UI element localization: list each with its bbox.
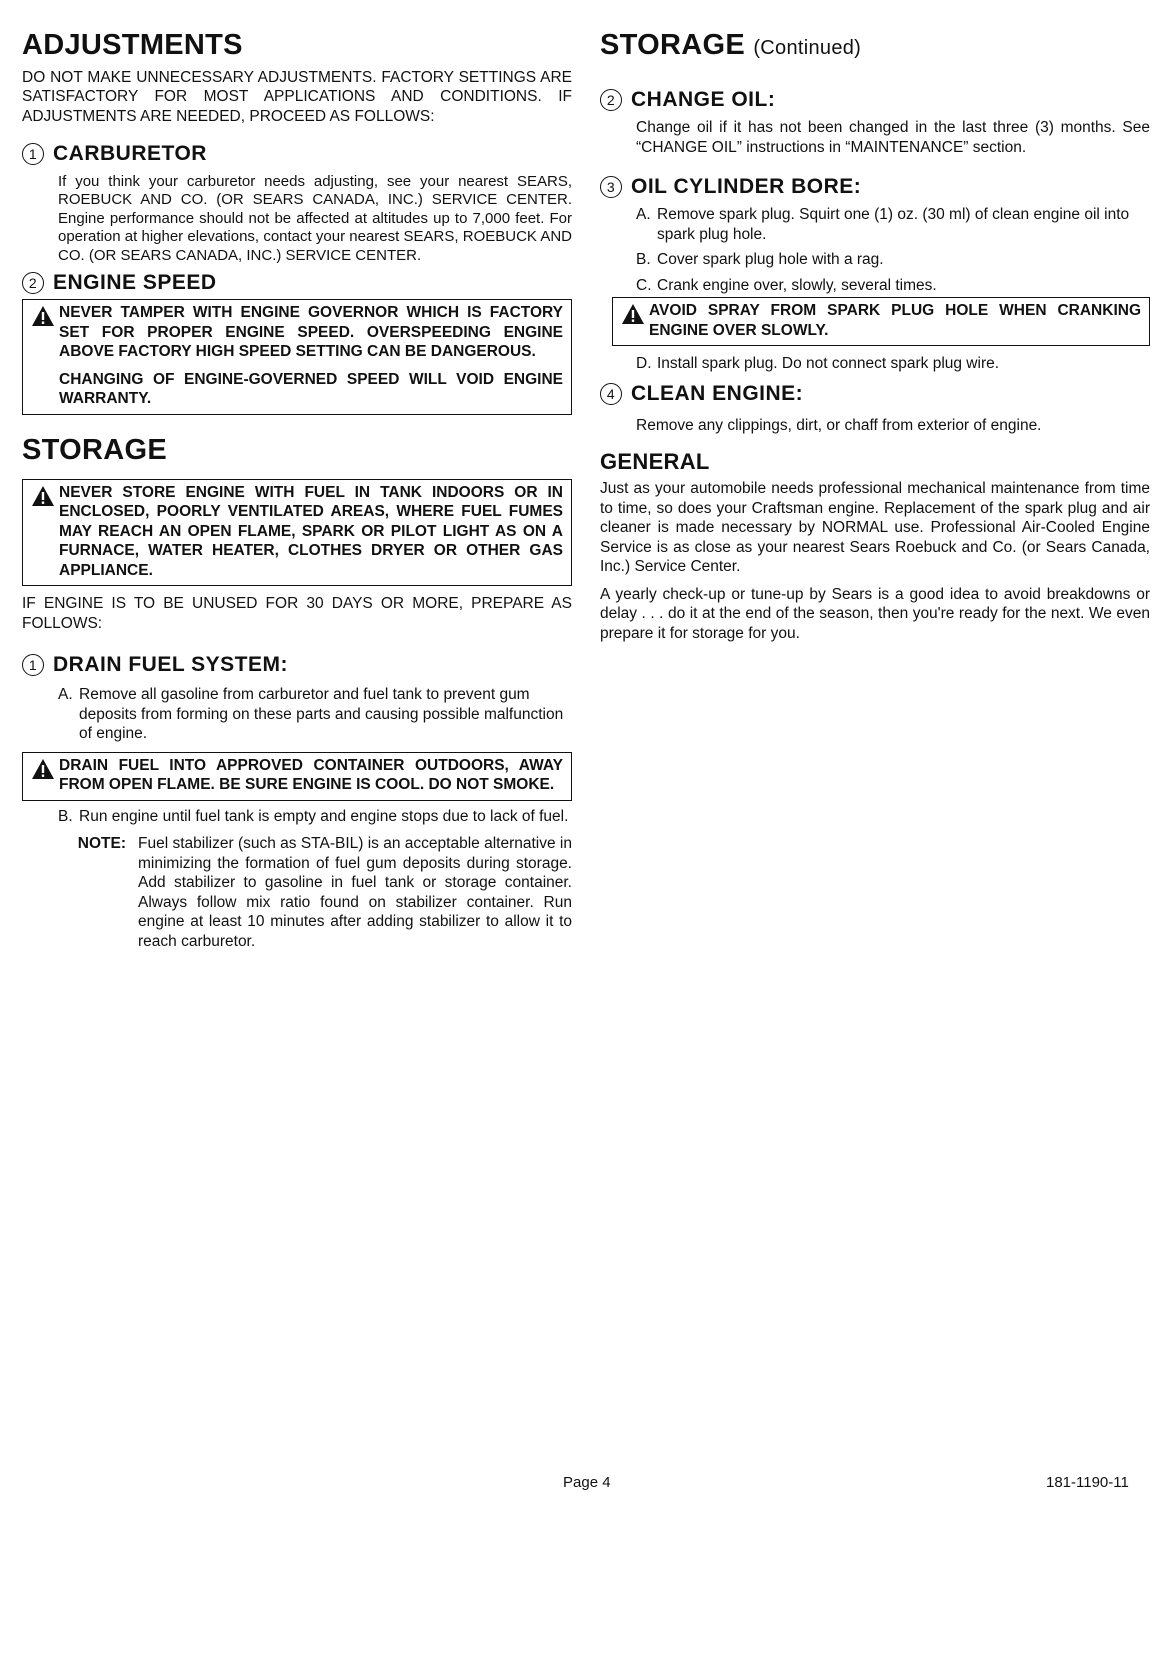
step-number: 2 bbox=[600, 89, 622, 111]
storage-warning-text: NEVER STORE ENGINE WITH FUEL IN TANK INDOORS OR IN ENCLOSED, POORLY VENTILATED AREAS, WHERE FUEL FUMES MAY REACH AN OPEN FLAME, SPARK OR PILOT LIGHT AS ON A FURNACE, WATER HEATER, CLOTHES DRYER OR OTHER GAS APPLIANCE. bbox=[59, 483, 563, 579]
spray-warning-text: AVOID SPRAY FROM SPARK PLUG HOLE WHEN CRANKING ENGINE OVER SLOWLY. bbox=[649, 302, 1141, 339]
warning-triangle-icon bbox=[31, 305, 55, 327]
carburetor-text: If you think your carburetor needs adjusting, see your nearest SEARS, ROEBUCK AND CO. (OR SEARS CANADA, INC.) SERVICE CENTER. Engine performance should not be affected at altitudes up to 7,000 feet. For operation at higher elevations, contact your nearest SEARS, ROEBUCK AND CO. (OR SEARS CANADA, INC.) SERVICE CENTER. bbox=[58, 172, 572, 264]
carburetor-title: CARBURETOR bbox=[53, 142, 207, 166]
step-label: A. bbox=[58, 686, 73, 704]
adjustments-intro: DO NOT MAKE UNNECESSARY ADJUSTMENTS. FACTORY SETTINGS ARE SATISFACTORY FOR MOST APPLICATIONS AND CONDITIONS. IF ADJUSTMENTS ARE NEEDED, PROCEED AS FOLLOWS: bbox=[22, 68, 572, 125]
clean-engine-text: Remove any clippings, dirt, or chaff from exterior of engine. bbox=[636, 416, 1042, 434]
engine-speed-warning-text: NEVER TAMPER WITH ENGINE GOVERNOR WHICH IS FACTORY SET FOR PROPER ENGINE SPEED. OVERSPEEDING ENGINE ABOVE FACTORY HIGH SPEED SETTING CAN BE DANGEROUS. bbox=[59, 304, 563, 361]
step-text: Remove all gasoline from carburetor and fuel tank to prevent gum deposits from forming on these parts and causing possible malfunction of engine. bbox=[79, 686, 564, 743]
step-text: Install spark plug. Do not connect spark plug wire. bbox=[657, 355, 1000, 373]
general-title: GENERAL bbox=[600, 449, 710, 475]
change-oil-text: Change oil if it has not been changed in the last three (3) months. See “CHANGE OIL” instructions in “MAINTENANCE” section. bbox=[636, 119, 1150, 156]
note-label: NOTE: bbox=[77, 835, 126, 853]
clean-engine-heading bbox=[600, 382, 1150, 406]
step-label: C. bbox=[636, 276, 652, 294]
oil-step-d bbox=[600, 354, 1150, 374]
step-label: B. bbox=[58, 807, 73, 825]
left-column bbox=[22, 30, 572, 951]
drain-step-a bbox=[22, 685, 572, 744]
general-paragraph-1: Just as your automobile needs professional mechanical maintenance from time to time, so does your Craftsman engine. Replacement of the spark plug and air cleaner is made necessary by NORMAL use. Professional Air-Cooled Engine Service is as close as your nearest Sears Roebuck and Co. (or Sears Canada, Inc.) Service Center. bbox=[600, 480, 1150, 576]
engine-speed-warning bbox=[22, 299, 572, 415]
engine-speed-title: ENGINE SPEED bbox=[53, 271, 217, 295]
step-text: Run engine until fuel tank is empty and engine stops due to lack of fuel. bbox=[79, 807, 569, 825]
drain-step-b bbox=[22, 807, 572, 827]
drain-fuel-warning bbox=[22, 752, 572, 801]
change-oil-heading bbox=[600, 88, 1150, 112]
step-label: A. bbox=[636, 206, 651, 224]
step-label: B. bbox=[636, 251, 651, 269]
storage-title: STORAGE bbox=[22, 433, 167, 466]
oil-cylinder-heading bbox=[600, 175, 1150, 199]
step-text: Cover spark plug hole with a rag. bbox=[657, 251, 884, 269]
step-number: 4 bbox=[600, 383, 622, 405]
step-label: D. bbox=[636, 355, 652, 373]
step-number: 2 bbox=[22, 272, 44, 294]
change-oil-title: CHANGE OIL: bbox=[631, 87, 776, 111]
adjustments-title: ADJUSTMENTS bbox=[22, 29, 243, 61]
note-text: Fuel stabilizer (such as STA-BIL) is an acceptable alternative in minimizing the formation of fuel gum deposits during storage. Add stabilizer to gasoline in fuel tank or storage container. Always follow mix ratio found on stabilizer container. Run engine at least 10 minutes after adding stabilizer to allow it to reach carburetor. bbox=[138, 835, 572, 950]
step-number: 1 bbox=[22, 143, 44, 165]
oil-step-b bbox=[600, 250, 1150, 270]
drain-fuel-warning-text: DRAIN FUEL INTO APPROVED CONTAINER OUTDOORS, AWAY FROM OPEN FLAME. BE SURE ENGINE IS COOL. DO NOT SMOKE. bbox=[59, 756, 563, 794]
engine-speed-warranty-text: CHANGING OF ENGINE-GOVERNED SPEED WILL VOID ENGINE WARRANTY. bbox=[59, 370, 563, 408]
storage-title-right: STORAGE bbox=[600, 29, 745, 61]
right-column bbox=[600, 30, 1150, 643]
page-number: Page 4 bbox=[563, 1474, 611, 1491]
step-number: 1 bbox=[22, 654, 44, 676]
oil-step-a bbox=[600, 205, 1150, 244]
carburetor-heading bbox=[22, 142, 572, 166]
oil-cylinder-title: OIL CYLINDER BORE: bbox=[631, 175, 862, 199]
oil-step-c bbox=[600, 276, 1150, 296]
warning-triangle-icon bbox=[31, 485, 55, 507]
storage-warning bbox=[22, 479, 572, 587]
fuel-stabilizer-note bbox=[22, 834, 572, 951]
document-code: 181-1190-11 bbox=[1046, 1474, 1129, 1491]
storage-intro: IF ENGINE IS TO BE UNUSED FOR 30 DAYS OR MORE, PREPARE AS FOLLOWS: bbox=[22, 595, 572, 632]
step-text: Crank engine over, slowly, several times. bbox=[657, 276, 937, 294]
warning-triangle-icon bbox=[31, 758, 55, 780]
continued-label: (Continued) bbox=[753, 37, 862, 59]
step-text: Remove spark plug. Squirt one (1) oz. (30 ml) of clean engine oil into spark plug hole. bbox=[657, 206, 1130, 243]
clean-engine-title: CLEAN ENGINE: bbox=[631, 381, 804, 405]
drain-fuel-title: DRAIN FUEL SYSTEM: bbox=[53, 653, 288, 677]
spray-warning bbox=[612, 297, 1150, 346]
drain-fuel-heading bbox=[22, 653, 572, 677]
engine-speed-heading bbox=[22, 271, 572, 295]
storage-continued-title bbox=[600, 30, 1150, 62]
warning-triangle-icon bbox=[621, 303, 645, 325]
general-paragraph-2: A yearly check-up or tune-up by Sears is a good idea to avoid breakdowns or delay . . . do it at the end of the season, then you're ready for the next. We even prepare it for storage for you. bbox=[600, 585, 1150, 642]
step-number: 3 bbox=[600, 176, 622, 198]
